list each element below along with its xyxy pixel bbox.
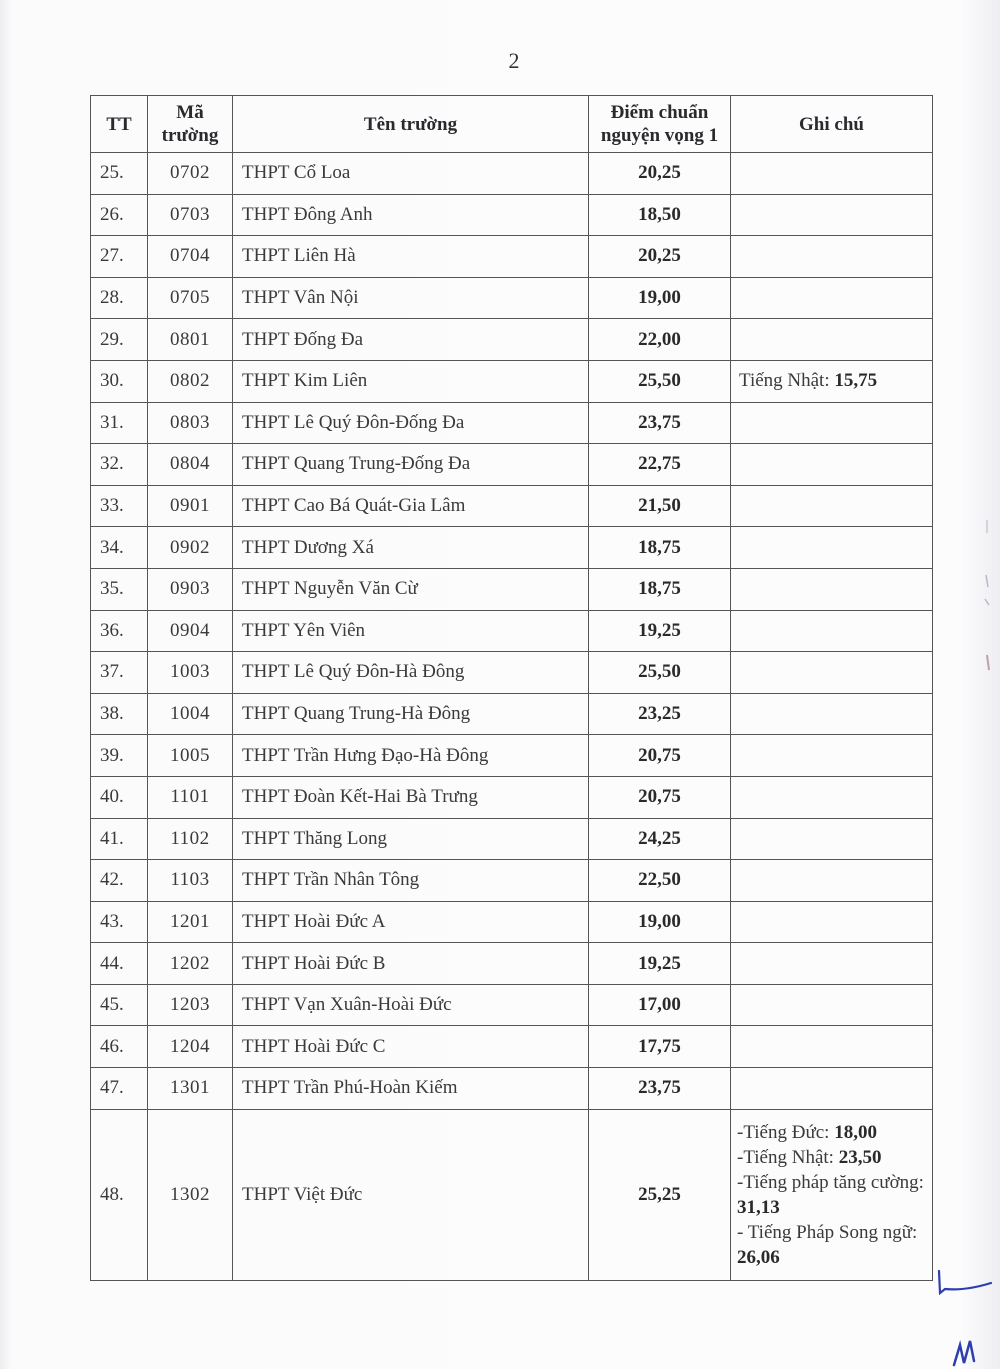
row-school-name: THPT Trần Nhân Tông bbox=[233, 860, 589, 902]
row-score: 18,50 bbox=[589, 194, 731, 236]
row-tt: 46. bbox=[91, 1026, 148, 1068]
table-row bbox=[91, 901, 933, 943]
row-school-code: 0703 bbox=[148, 194, 233, 236]
row-school-code: 1003 bbox=[148, 652, 233, 694]
note-label: Tiếng Nhật: bbox=[739, 370, 835, 392]
row-tt: 40. bbox=[91, 776, 148, 818]
table-row bbox=[91, 360, 933, 402]
header-score-line1: Điểm chuẩn bbox=[610, 102, 709, 123]
row-score: 23,75 bbox=[589, 1068, 731, 1110]
row-tt: 27. bbox=[91, 236, 148, 278]
row-school-name: THPT Đông Anh bbox=[233, 194, 589, 236]
row-school-code: 1102 bbox=[148, 818, 233, 860]
row-school-code: 1005 bbox=[148, 735, 233, 777]
row-score: 23,75 bbox=[589, 402, 731, 444]
row-note bbox=[731, 153, 933, 195]
table-row bbox=[91, 984, 933, 1026]
row-school-code: 0801 bbox=[148, 319, 233, 361]
row-school-code: 0704 bbox=[148, 236, 233, 278]
note-value: 15,75 bbox=[834, 370, 878, 392]
row-tt: 30. bbox=[91, 360, 148, 402]
row-school-code: 0803 bbox=[148, 402, 233, 444]
row-score: 20,75 bbox=[589, 735, 731, 777]
row-note bbox=[731, 776, 933, 818]
note-line bbox=[737, 1170, 928, 1220]
row-school-name: THPT Cao Bá Quát-Gia Lâm bbox=[233, 485, 589, 527]
row-note bbox=[731, 360, 933, 402]
row-school-code: 1202 bbox=[148, 943, 233, 985]
row-note bbox=[731, 610, 933, 652]
row-school-code: 0804 bbox=[148, 444, 233, 486]
row-tt: 31. bbox=[91, 402, 148, 444]
row-school-code: 1301 bbox=[148, 1068, 233, 1110]
header-score-line2: nguyện vọng 1 bbox=[600, 125, 719, 146]
row-score: 25,50 bbox=[589, 652, 731, 694]
table-row bbox=[91, 943, 933, 985]
row-note bbox=[731, 1109, 933, 1280]
table-row bbox=[91, 444, 933, 486]
note-label: -Tiếng Nhật: bbox=[737, 1146, 839, 1168]
row-school-code: 0705 bbox=[148, 277, 233, 319]
row-school-name: THPT Dương Xá bbox=[233, 527, 589, 569]
row-tt: 28. bbox=[91, 277, 148, 319]
row-school-name: THPT Đoàn Kết-Hai Bà Trưng bbox=[233, 776, 589, 818]
row-score: 19,00 bbox=[589, 901, 731, 943]
signature-mark bbox=[935, 1265, 995, 1305]
table-row bbox=[91, 153, 933, 195]
table-row bbox=[91, 402, 933, 444]
row-school-code: 1204 bbox=[148, 1026, 233, 1068]
table-body bbox=[91, 153, 933, 1281]
row-tt: 29. bbox=[91, 319, 148, 361]
note-value: 26,06 bbox=[737, 1246, 780, 1268]
row-note bbox=[731, 485, 933, 527]
row-school-name: THPT Nguyễn Văn Cừ bbox=[233, 568, 589, 610]
row-school-name: THPT Vân Nội bbox=[233, 277, 589, 319]
row-school-name: THPT Việt Đức bbox=[233, 1109, 589, 1280]
row-tt: 35. bbox=[91, 568, 148, 610]
row-note bbox=[731, 818, 933, 860]
row-tt: 33. bbox=[91, 485, 148, 527]
table-row bbox=[91, 735, 933, 777]
row-note bbox=[731, 236, 933, 278]
table-row bbox=[91, 1109, 933, 1280]
row-note bbox=[731, 735, 933, 777]
signature-mark bbox=[950, 1335, 980, 1369]
row-tt: 26. bbox=[91, 194, 148, 236]
row-score: 25,50 bbox=[589, 360, 731, 402]
table-row bbox=[91, 610, 933, 652]
row-tt: 25. bbox=[91, 153, 148, 195]
row-school-name: THPT Cổ Loa bbox=[233, 153, 589, 195]
row-tt: 43. bbox=[91, 901, 148, 943]
note-line bbox=[737, 1220, 928, 1270]
header-code-line1: Mã bbox=[176, 102, 204, 123]
row-school-code: 0802 bbox=[148, 360, 233, 402]
table-row bbox=[91, 776, 933, 818]
table-row bbox=[91, 1068, 933, 1110]
note-value: 18,00 bbox=[834, 1121, 877, 1143]
row-note bbox=[731, 319, 933, 361]
table-row bbox=[91, 860, 933, 902]
note-value: 31,13 bbox=[737, 1196, 780, 1218]
row-tt: 45. bbox=[91, 984, 148, 1026]
row-score: 17,75 bbox=[589, 1026, 731, 1068]
note-line bbox=[737, 1145, 928, 1170]
header-tt: TT bbox=[91, 96, 148, 153]
row-score: 20,25 bbox=[589, 153, 731, 195]
table-row bbox=[91, 527, 933, 569]
row-tt: 47. bbox=[91, 1068, 148, 1110]
table-row bbox=[91, 568, 933, 610]
row-school-name: THPT Trần Phú-Hoàn Kiếm bbox=[233, 1068, 589, 1110]
row-school-code: 1203 bbox=[148, 984, 233, 1026]
row-tt: 44. bbox=[91, 943, 148, 985]
row-school-code: 1103 bbox=[148, 860, 233, 902]
row-score: 22,75 bbox=[589, 444, 731, 486]
row-note bbox=[731, 943, 933, 985]
note-label: -Tiếng Đức: bbox=[737, 1121, 835, 1143]
row-note bbox=[731, 402, 933, 444]
row-note bbox=[731, 860, 933, 902]
row-school-code: 0702 bbox=[148, 153, 233, 195]
row-school-name: THPT Trần Hưng Đạo-Hà Đông bbox=[233, 735, 589, 777]
table-row bbox=[91, 652, 933, 694]
row-tt: 34. bbox=[91, 527, 148, 569]
row-note bbox=[731, 1026, 933, 1068]
row-note bbox=[731, 1068, 933, 1110]
row-score: 22,00 bbox=[589, 319, 731, 361]
admission-score-table bbox=[90, 95, 933, 1281]
row-school-code: 0901 bbox=[148, 485, 233, 527]
row-school-name: THPT Đống Đa bbox=[233, 319, 589, 361]
note-value: 23,50 bbox=[838, 1146, 882, 1168]
table-row bbox=[91, 319, 933, 361]
row-tt: 41. bbox=[91, 818, 148, 860]
header-note: Ghi chú bbox=[731, 96, 933, 153]
row-score: 22,50 bbox=[589, 860, 731, 902]
row-note bbox=[731, 652, 933, 694]
note-line bbox=[737, 1120, 928, 1145]
row-school-name: THPT Yên Viên bbox=[233, 610, 589, 652]
table-row bbox=[91, 194, 933, 236]
row-school-name: THPT Kim Liên bbox=[233, 360, 589, 402]
row-school-name: THPT Liên Hà bbox=[233, 236, 589, 278]
row-score: 19,25 bbox=[589, 610, 731, 652]
page-number: 2 bbox=[508, 48, 520, 73]
row-score: 19,25 bbox=[589, 943, 731, 985]
row-school-name: THPT Lê Quý Đôn-Hà Đông bbox=[233, 652, 589, 694]
row-school-name: THPT Thăng Long bbox=[233, 818, 589, 860]
row-score: 23,25 bbox=[589, 693, 731, 735]
row-score: 19,00 bbox=[589, 277, 731, 319]
row-school-code: 0902 bbox=[148, 527, 233, 569]
row-note bbox=[731, 568, 933, 610]
table-header-row bbox=[91, 96, 933, 153]
row-school-code: 0903 bbox=[148, 568, 233, 610]
row-note bbox=[731, 901, 933, 943]
table-row bbox=[91, 277, 933, 319]
header-score bbox=[589, 96, 731, 153]
edge-ink-marks bbox=[980, 515, 994, 685]
row-score: 18,75 bbox=[589, 527, 731, 569]
row-school-name: THPT Hoài Đức C bbox=[233, 1026, 589, 1068]
row-score: 21,50 bbox=[589, 485, 731, 527]
row-score: 25,25 bbox=[589, 1109, 731, 1280]
row-note bbox=[731, 984, 933, 1026]
table-row bbox=[91, 1026, 933, 1068]
row-tt: 38. bbox=[91, 693, 148, 735]
row-school-name: THPT Quang Trung-Đống Đa bbox=[233, 444, 589, 486]
note-label: -Tiếng pháp tăng cường: bbox=[737, 1171, 924, 1193]
row-score: 24,25 bbox=[589, 818, 731, 860]
row-school-name: THPT Lê Quý Đôn-Đống Đa bbox=[233, 402, 589, 444]
row-school-code: 1004 bbox=[148, 693, 233, 735]
table-row bbox=[91, 693, 933, 735]
table-row bbox=[91, 236, 933, 278]
row-score: 17,00 bbox=[589, 984, 731, 1026]
row-school-name: THPT Vạn Xuân-Hoài Đức bbox=[233, 984, 589, 1026]
table-row bbox=[91, 485, 933, 527]
row-school-name: THPT Quang Trung-Hà Đông bbox=[233, 693, 589, 735]
row-school-code: 1201 bbox=[148, 901, 233, 943]
row-tt: 39. bbox=[91, 735, 148, 777]
row-school-name: THPT Hoài Đức A bbox=[233, 901, 589, 943]
header-code-line2: trường bbox=[161, 125, 219, 146]
row-note bbox=[731, 527, 933, 569]
row-note bbox=[731, 194, 933, 236]
header-school-code bbox=[148, 96, 233, 153]
row-tt: 36. bbox=[91, 610, 148, 652]
row-note bbox=[731, 277, 933, 319]
row-note bbox=[731, 693, 933, 735]
row-score: 20,75 bbox=[589, 776, 731, 818]
row-school-code: 1101 bbox=[148, 776, 233, 818]
row-tt: 32. bbox=[91, 444, 148, 486]
table-row bbox=[91, 818, 933, 860]
header-school-name: Tên trường bbox=[233, 96, 589, 153]
note-label: - Tiếng Pháp Song ngữ: bbox=[737, 1221, 918, 1243]
row-school-name: THPT Hoài Đức B bbox=[233, 943, 589, 985]
row-school-code: 1302 bbox=[148, 1109, 233, 1280]
row-note bbox=[731, 444, 933, 486]
row-school-code: 0904 bbox=[148, 610, 233, 652]
row-score: 18,75 bbox=[589, 568, 731, 610]
row-score: 20,25 bbox=[589, 236, 731, 278]
row-tt: 48. bbox=[91, 1109, 148, 1280]
row-tt: 42. bbox=[91, 860, 148, 902]
row-tt: 37. bbox=[91, 652, 148, 694]
